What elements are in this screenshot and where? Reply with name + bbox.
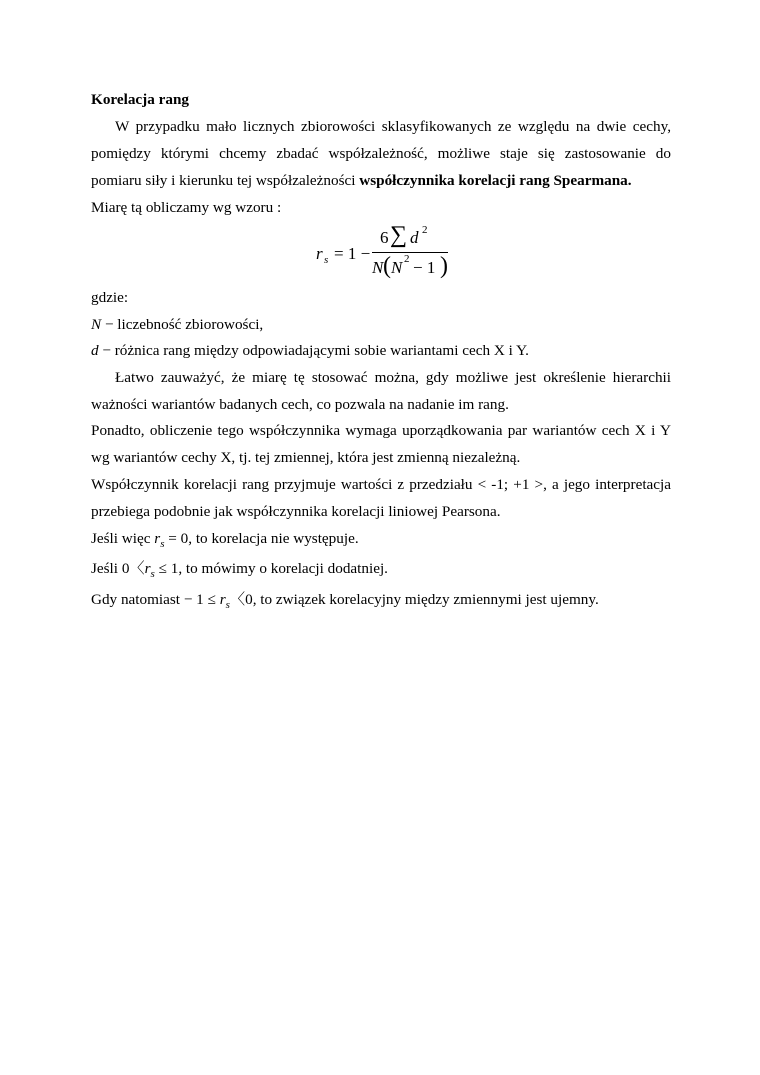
definition-N-text: − liczebność zbiorowości, <box>101 316 264 333</box>
formula-den-close: ) <box>440 253 448 279</box>
paragraph-3-line-1: Ponadto, obliczenie tego współczynnika wymaga uporządkowania par wariantów cech X i Y <box>91 422 671 439</box>
paragraph-1-line-3 <box>91 172 632 190</box>
formula-den-N2: N <box>391 258 403 277</box>
case2-cond-right: ≤ 1 <box>154 560 179 577</box>
definition-d-symbol: d <box>91 342 99 359</box>
section-heading: Korelacja rang <box>91 91 189 108</box>
formula-num-var: d <box>410 228 419 247</box>
definition-N <box>91 316 263 334</box>
case2-suffix: , to mówimy o korelacji dodatniej. <box>178 560 388 577</box>
paragraph-2-line-2: ważności wariantów badanych cech, co pozwala na nadanie im rang. <box>91 396 509 413</box>
formula-den-minus: − 1 <box>413 258 436 277</box>
paragraph-1-line-1: W przypadku mało licznych zbiorowości sklasyfikowanych ze względu na dwie cechy, <box>115 118 671 135</box>
paragraph-4-line-2: przebiega podobnie jak współczynnika korelacji liniowej Pearsona. <box>91 503 501 520</box>
formula-den-exp: 2 <box>404 253 410 265</box>
case1-cond: = 0 <box>164 530 189 547</box>
formula-den-open: ( <box>383 253 391 279</box>
formula-lhs-sub: s <box>324 254 329 266</box>
spearman-formula <box>316 224 456 284</box>
formula-den-N1: N <box>372 258 384 277</box>
definition-d-text: − różnica rang między odpowiadającymi sobie wariantami cech X i Y. <box>98 342 529 359</box>
formula-num-coef: 6 <box>380 228 389 247</box>
case3-prefix: Gdy natomiast <box>91 591 184 608</box>
formula-equals: = 1 − <box>334 244 371 263</box>
case1-r: r <box>154 530 161 547</box>
spearman-term: współczynnika korelacji rang Spearmana. <box>359 172 632 189</box>
paragraph-4-line-1: Współczynnik korelacji rang przyjmuje wartości z przedziału < -1; +1 >, a jego interpretacja <box>91 476 671 493</box>
paragraph-3-line-2: wg wariantów cechy X, tj. tej zmiennej, która jest zmienną niezależną. <box>91 449 521 466</box>
paragraph-1-line-3-text: pomiaru siły i kierunku tej współzależności <box>91 172 360 189</box>
case3-suffix: , to związek korelacyjny między zmiennymi jest ujemny. <box>252 591 599 608</box>
formula-lhs: r <box>316 244 323 263</box>
case-zero-correlation <box>91 530 359 553</box>
case1-sub: s <box>160 538 165 551</box>
where-label: gdzie: <box>91 289 129 306</box>
case2-cond-left: 0〈 <box>121 560 145 577</box>
case1-prefix: Jeśli więc <box>91 530 155 547</box>
case2-r: r <box>144 560 151 577</box>
definition-d <box>91 342 529 360</box>
case3-sub: s <box>225 599 230 612</box>
case3-cond-right: 〈0 <box>229 591 253 608</box>
sum-symbol: ∑ <box>390 222 408 248</box>
case2-prefix: Jeśli <box>91 560 122 577</box>
definition-N-symbol: N <box>91 316 102 333</box>
formula-intro: Miarę tą obliczamy wg wzoru : <box>91 199 282 216</box>
paragraph-2-line-1: Łatwo zauważyć, że miarę tę stosować można, gdy możliwe jest określenie hierarchii <box>115 369 671 386</box>
case-positive-correlation <box>91 560 388 583</box>
formula-num-exp: 2 <box>422 224 428 236</box>
paragraph-1-line-2: pomiędzy którymi chcemy zbadać współzależność, możliwe staje się zastosowanie do <box>91 145 671 162</box>
case3-cond-left: − 1 ≤ <box>183 591 220 608</box>
case-negative-correlation <box>91 591 599 614</box>
case3-r: r <box>219 591 226 608</box>
case2-sub: s <box>150 568 155 581</box>
case1-suffix: , to korelacja nie występuje. <box>188 530 359 547</box>
